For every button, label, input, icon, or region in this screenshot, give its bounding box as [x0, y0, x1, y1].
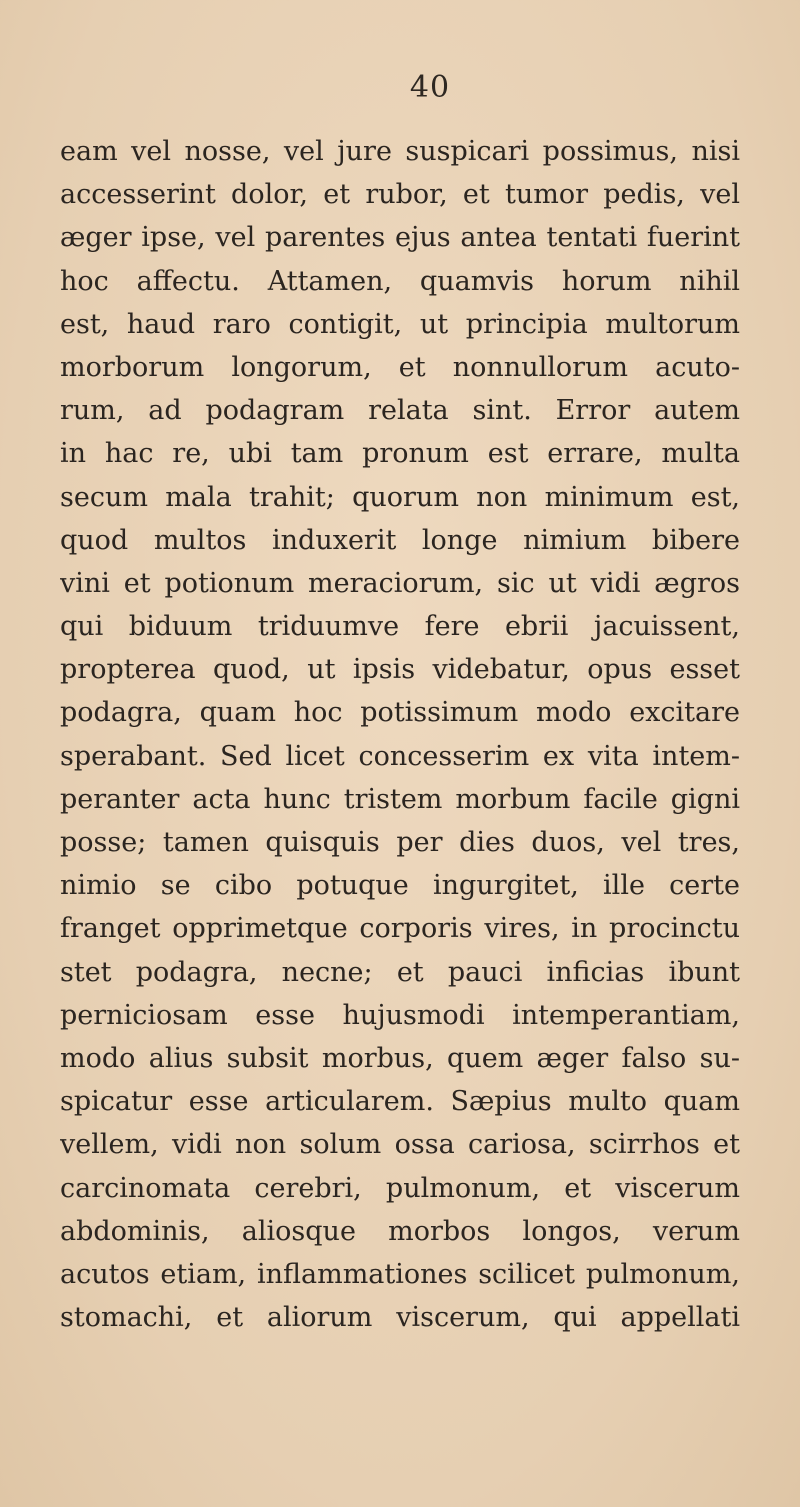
text-line: secum mala trahit; quorum non minimum est,	[60, 481, 740, 513]
text-line: vellem, vidi non solum ossa cariosa, scirrhos et	[60, 1129, 740, 1161]
text-line: modo alius subsit morbus, quem æger falso su-	[60, 1042, 740, 1074]
text-line: propterea quod, ut ipsis videbatur, opus esset	[60, 654, 740, 686]
text-line: franget opprimetque corporis vires, in procinctu	[60, 913, 740, 945]
text-line: nimio se cibo potuque ingurgitet, ille certe	[60, 870, 740, 902]
text-line: sperabant. Sed licet concesserim ex vita intem-	[60, 740, 740, 772]
text-line: vini et potionum meraciorum, sic ut vidi ægros	[60, 567, 740, 599]
text-line: est, haud raro contigit, ut principia multorum	[60, 308, 740, 340]
text-line: hoc affectu. Attamen, quamvis horum nihil	[60, 265, 740, 297]
text-line: qui biduum triduumve fere ebrii jacuissent,	[60, 611, 740, 643]
text-line: quod multos induxerit longe nimium bibere	[60, 524, 740, 556]
text-line: eam vel nosse, vel jure suspicari possimus, nisi	[60, 136, 740, 167]
text-line: acutos etiam, inflammationes scilicet pulmonum,	[60, 1258, 740, 1290]
text-line: spicatur esse articularem. Sæpius multo quam	[60, 1086, 740, 1118]
text-line: stomachi, et aliorum viscerum, qui appellati	[60, 1302, 740, 1334]
text-line: podagra, quam hoc potissimum modo excitare	[60, 697, 740, 729]
body-text	[60, 130, 740, 1339]
text-line: in hac re, ubi tam pronum est errare, multa	[60, 438, 740, 470]
text-line: abdominis, aliosque morbos longos, verum	[60, 1215, 740, 1247]
text-line: stet podagra, necne; et pauci inficias ibunt	[60, 956, 740, 988]
text-line: perniciosam esse hujusmodi intemperantiam,	[60, 999, 740, 1031]
text-line: rum, ad podagram relata sint. Error autem	[60, 395, 740, 427]
text-line: accesserint dolor, et rubor, et tumor pedis, vel	[60, 179, 740, 211]
text-line: æger ipse, vel parentes ejus antea tentati fuerint	[60, 222, 740, 254]
text-line: peranter acta hunc tristem morbum facile gigni	[60, 783, 740, 815]
text-line: carcinomata cerebri, pulmonum, et viscerum	[60, 1172, 740, 1204]
text-line: posse; tamen quisquis per dies duos, vel tres,	[60, 827, 740, 858]
text-line: morborum longorum, et nonnullorum acuto-	[60, 351, 740, 383]
page-number: 40	[409, 70, 451, 105]
